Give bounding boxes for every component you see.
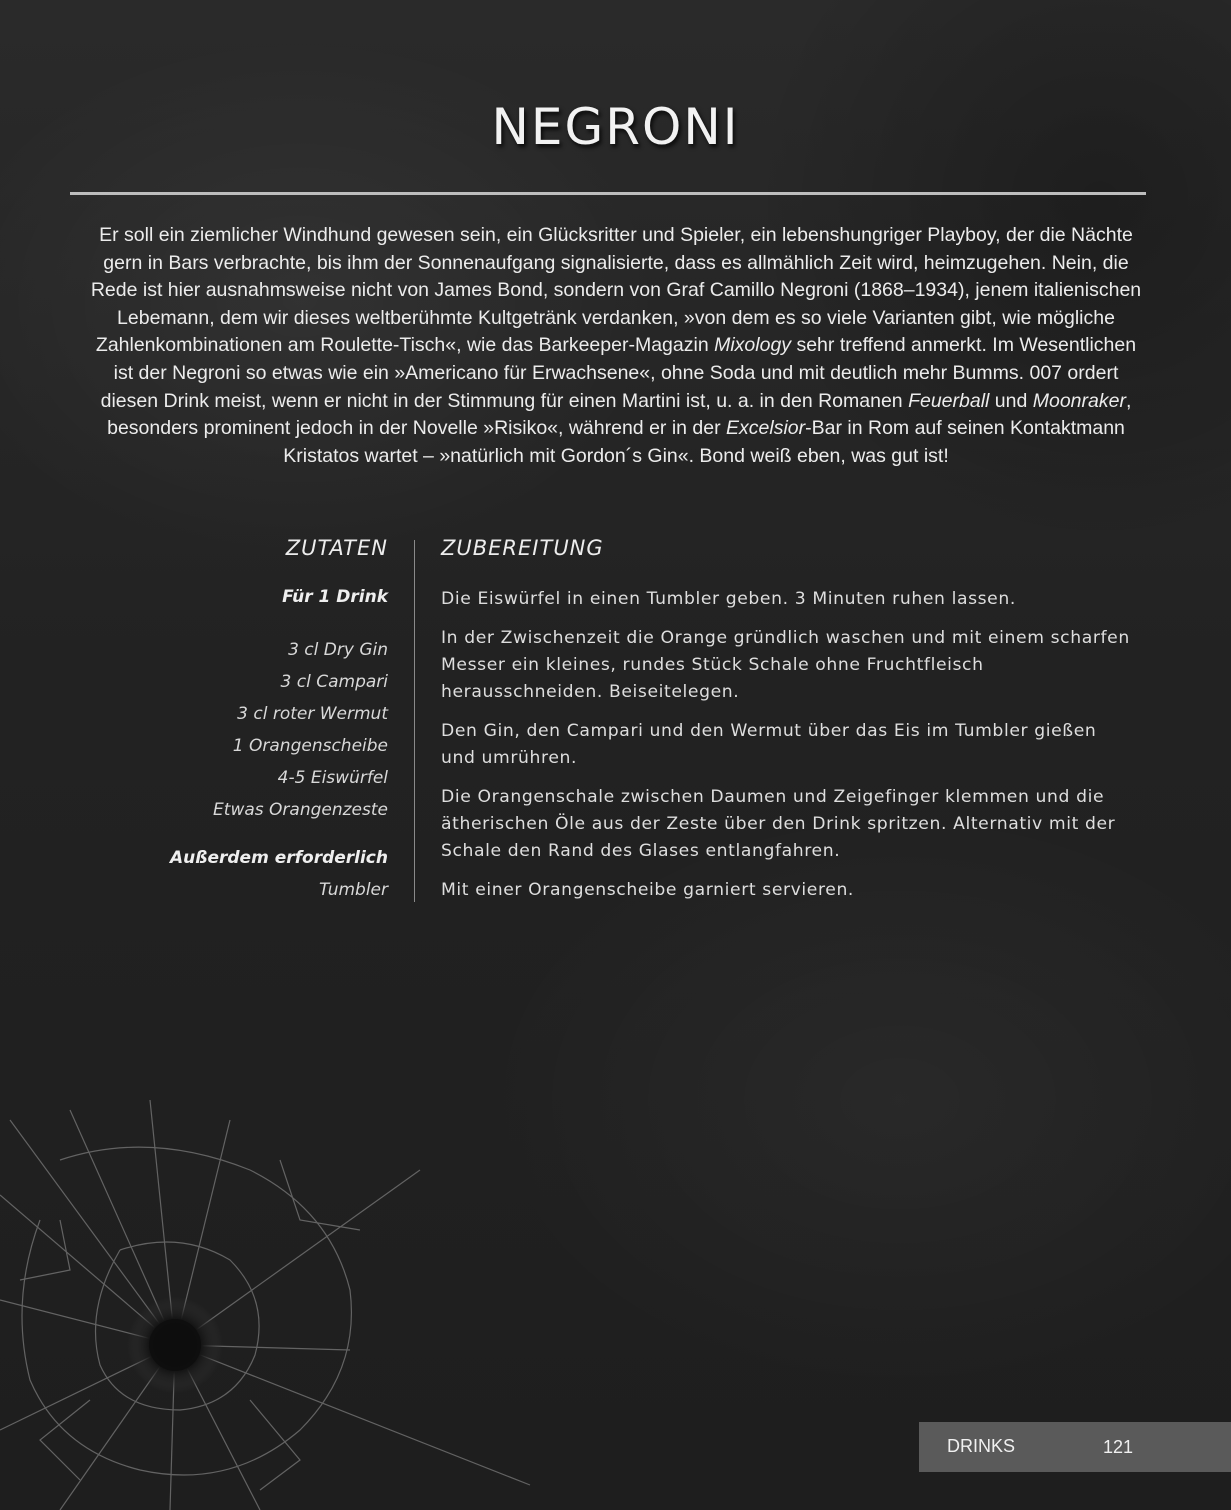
intro-novel-1: Feuerball [908,389,990,412]
intro-and: und [989,389,1033,412]
page-title: NEGRONI [491,98,740,156]
intro-text-2: sehr treffend anmerkt. Im Wesentlichen ist der Negroni so etwas wie ein »Americano für Erwachsene«, ohne Soda und mit deutlich mehr Bumms. 007 ordert diesen Drink meist, wenn er nicht in der Stimmung für einen Martini ist, u. a. in den Romanen [100,334,1137,412]
intro-text-3: , besonders prominent jedoch in der Novelle »Risiko«, während er in der [107,389,1132,440]
column-divider [414,540,415,902]
ingredient-item: 3 cl Campari [280,672,388,692]
step-item: In der Zwischenzeit die Orange gründlich waschen und mit einem scharfen Messer ein kleines, rundes Stück Schale ohne Fruchtfleisch herausschneiden. Beiseitelegen. [441,628,1130,702]
footer-section: DRINKS [947,1436,1016,1456]
step-item: Mit einer Orangenscheibe garniert servieren. [441,880,855,900]
ingredients-heading: ZUTATEN [285,536,388,560]
ingredient-item: 4-5 Eiswürfel [277,768,388,788]
bullet-hole-shattered-glass-icon [0,1100,560,1510]
equipment-heading: Außerdem erforderlich [169,848,388,868]
page-number: 121 [1103,1437,1134,1457]
title-divider [70,192,1146,195]
equipment-item: Tumbler [319,880,388,900]
preparation-heading: ZUBEREITUNG [441,536,604,560]
ingredient-item: 3 cl Dry Gin [288,640,388,660]
ingredient-item: 3 cl roter Wermut [237,704,388,724]
step-item: Den Gin, den Campari und den Wermut über das Eis im Tumbler gießen und umrühren. [441,721,1097,768]
intro-magazine: Mixology [714,334,792,357]
ingredient-item: Etwas Orangenzeste [213,800,388,820]
step-item: Die Eiswürfel in einen Tumbler geben. 3 Minuten ruhen lassen. [441,589,1016,609]
intro-novel-2: Moonraker [1032,389,1126,412]
intro-text-1: Er soll ein ziemlicher Windhund gewesen sein, ein Glücksritter und Spieler, ein lebenshungriger Playboy, der die Nächte gern in Bars verbrachte, bis ihm der Sonnenaufgang signalisierte, dass es allmählich Zeit wird, heimzugehen. Nein, die Rede ist hier ausnahmsweise nicht von James Bond, sondern von Graf Camillo Negroni (1868–1934), jenem italienischen Lebemann, dem wir dieses weltberühmte Kultgetränk verdanken, »von dem es so viele Varianten gibt, wie mögliche Zahlenkombinationen am Roulette-Tisch«, wie das Barkeeper-Magazin [90,224,1142,357]
serving-size: Für 1 Drink [282,587,388,607]
intro-bar-name: Excelsior [726,417,806,440]
preparation-steps [441,586,1131,916]
intro-text-4: -Bar in Rom auf seinen Kontaktmann Kristatos wartet – »natürlich mit Gordon´s Gin«. Bond weiß eben, was gut ist! [283,417,1125,467]
ingredient-item: 1 Orangenscheibe [232,736,388,756]
intro-paragraph [84,222,1148,470]
step-item: Die Orangenschale zwischen Daumen und Zeigefinger klemmen und die ätherischen Öle aus der Zeste über den Drink spritzen. Alternativ mit der Schale den Rand des Glases entlangfahren. [441,787,1116,861]
